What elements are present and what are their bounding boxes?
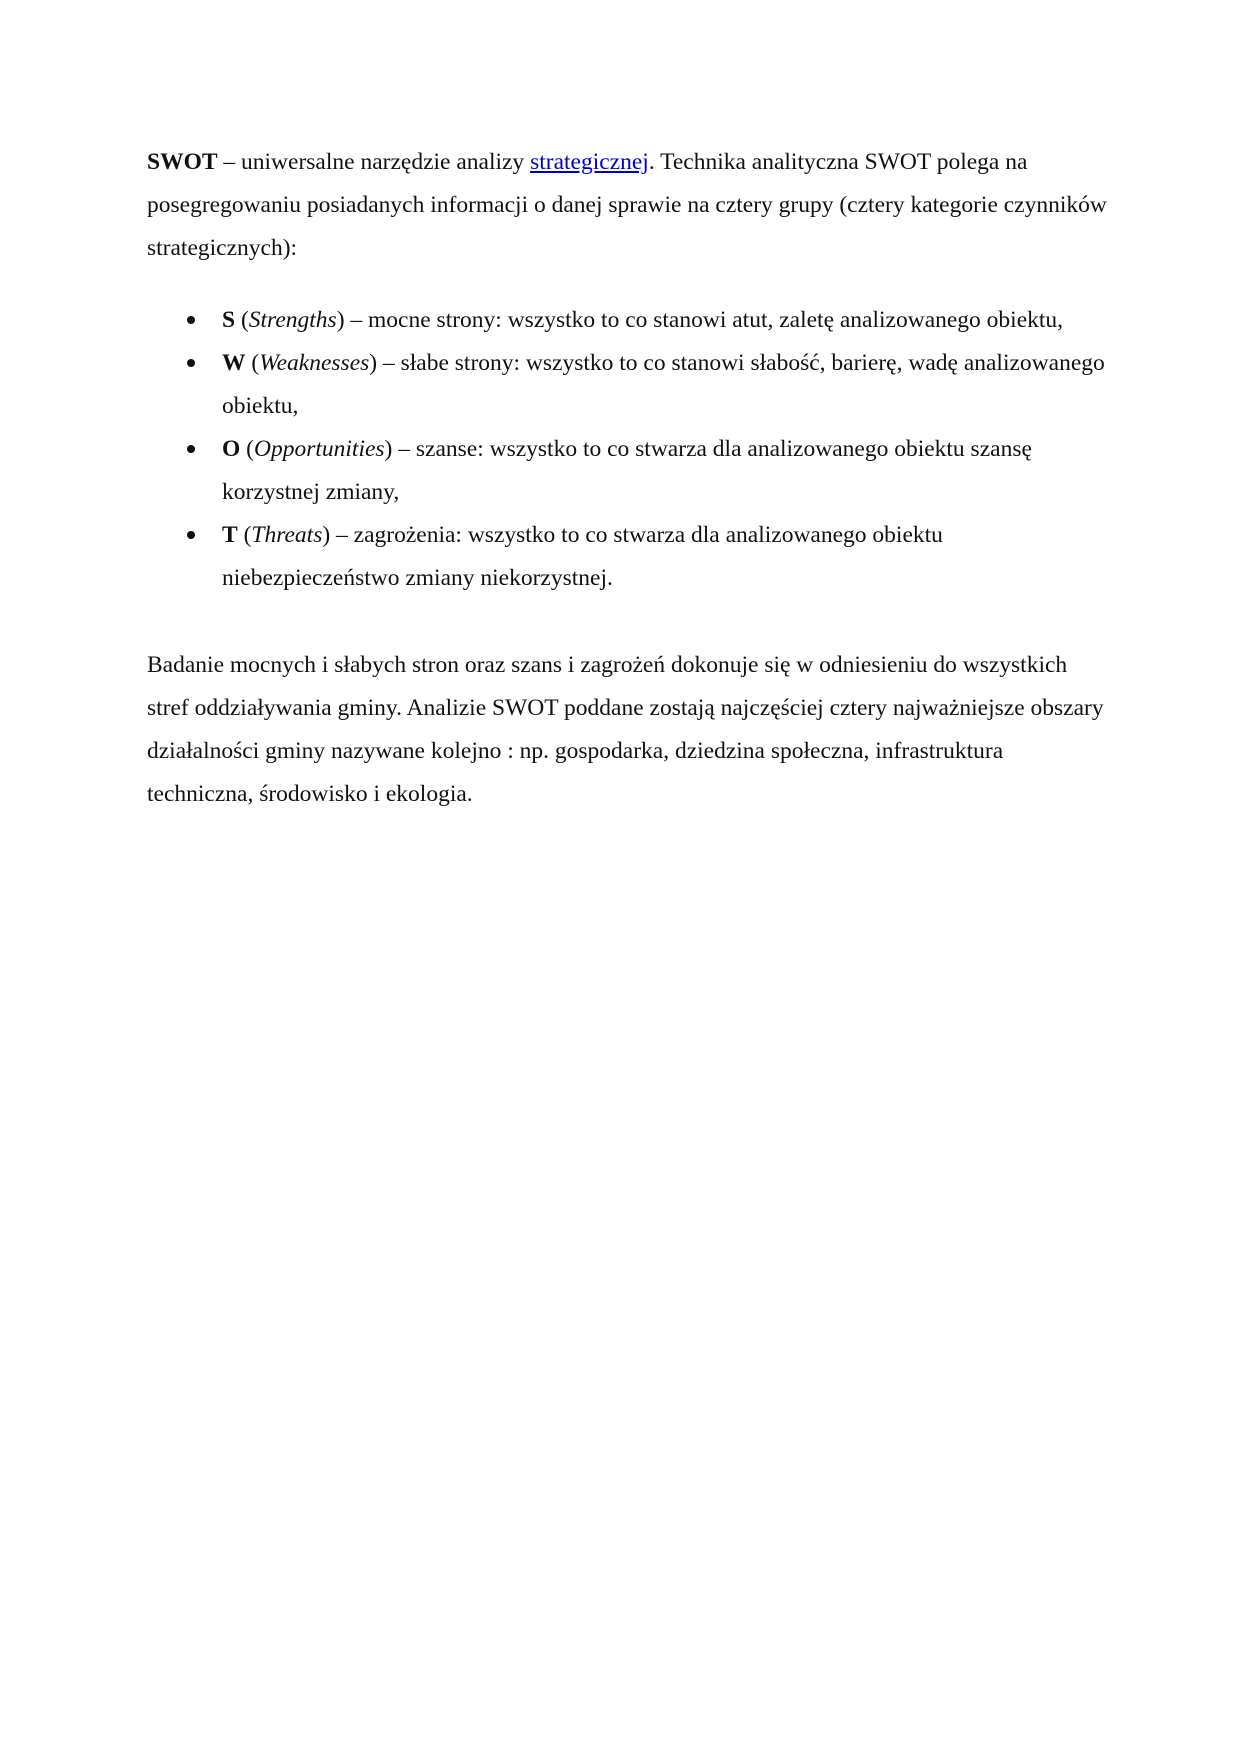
bullet-icon (187, 316, 195, 324)
item-description: – słabe strony: wszystko to co stanowi słabość, barierę, wadę analizowanego obiektu, (222, 350, 1105, 419)
closing-paragraph: Badanie mocnych i słabych stron oraz szans i zagrożeń dokonuje się w odniesieniu do wszystkich stref oddziaływania gminy. Analizie SWOT poddane zostają najczęściej cztery najważniejsze obszary działalności gminy nazywane kolejno : np. gospodarka, dziedzina społeczna, infrastruktura techniczna, środowisko i ekologia. (147, 652, 1104, 807)
strategicznej-link[interactable]: strategicznej (530, 149, 649, 175)
swot-term: SWOT (147, 149, 218, 175)
item-english: Weaknesses (259, 350, 370, 376)
item-letter: S (222, 307, 236, 333)
item-letter: W (222, 350, 246, 376)
bullet-icon (187, 445, 195, 453)
intro-text-after-link: . Technika analityczna SWOT polega na posegregowaniu posiadanych informacji o danej sprawie na cztery grupy (cztery kategorie czynników strategicznych): (147, 149, 1107, 261)
bullet-icon (187, 359, 195, 367)
item-description: – mocne strony: wszystko to co stanowi atut, zaletę analizowanego obiektu, (344, 307, 1064, 333)
swot-list (147, 299, 1107, 600)
list-item-weaknesses: W (Weaknesses) – słabe strony: wszystko to co stanowi słabość, barierę, wadę analizowanego obiektu, (147, 342, 1107, 428)
item-english: Opportunities (253, 436, 385, 462)
item-description: – szanse: wszystko to co stwarza dla analizowanego obiektu szansę korzystnej zmiany, (222, 436, 1032, 505)
list-item-strengths: S (Strengths) – mocne strony: wszystko to co stanowi atut, zaletę analizowanego obiektu, (147, 299, 1107, 342)
bullet-icon (187, 531, 195, 539)
item-description: – zagrożenia: wszystko to co stwarza dla analizowanego obiektu niebezpieczeństwo zmiany niekorzystnej. (222, 522, 943, 591)
item-letter: O (222, 436, 241, 462)
intro-text-before-link: – uniwersalne narzędzie analizy (217, 149, 531, 175)
item-letter: T (222, 522, 238, 548)
item-english: Strengths (248, 307, 337, 333)
intro-paragraph (147, 141, 1107, 270)
list-item-threats: T (Threats) – zagrożenia: wszystko to co stwarza dla analizowanego obiektu niebezpieczeństwo zmiany niekorzystnej. (147, 514, 1107, 600)
list-item-opportunities: O (Opportunities) – szanse: wszystko to co stwarza dla analizowanego obiektu szansę korzystnej zmiany, (147, 428, 1107, 514)
item-english: Threats (251, 522, 323, 548)
